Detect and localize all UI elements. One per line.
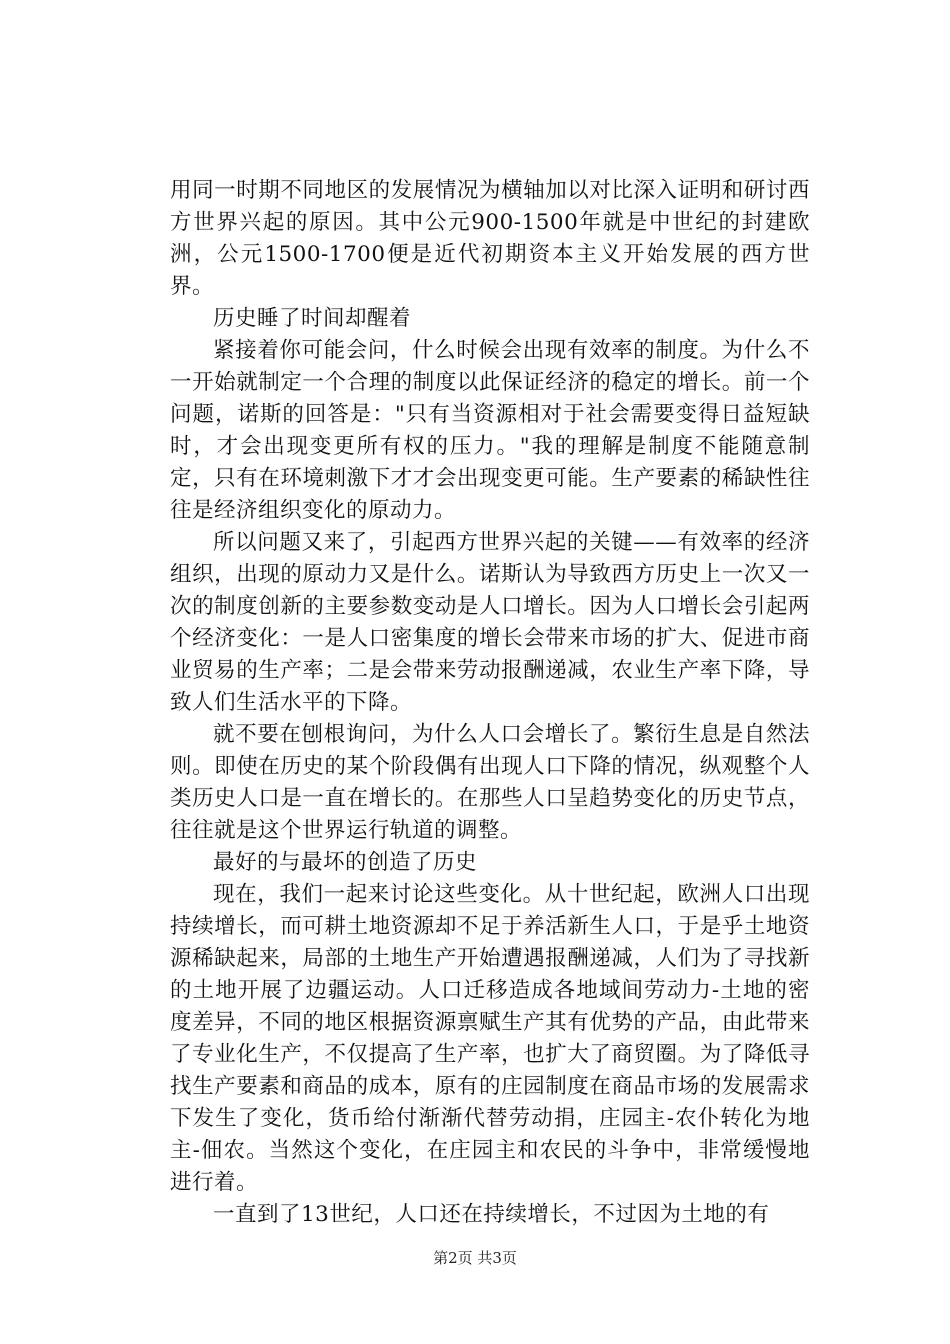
paragraph-4: 就不要在刨根询问，为什么人口会增长了。繁衍生息是自然法则。即使在历史的某个阶段偶有出现人口下降的情况，纵观整个人类历史人口是一直在增长的。在那些人口呈趋势变化的历史节点，往往就是这个世界运行轨道的调整。 (170, 722, 810, 843)
paragraph-2: 紧接着你可能会问，什么时候会出现有效率的制度。为什么不一开始就制定一个合理的制度以此保证经济的稳定的增长。前一个问题，诺斯的回答是："只有当资源相对于社会需要变得日益短缺时，才会出现变更所有权的压力。"我的理解是制度不能随意制定，只有在环境刺激下才才会出现变更可能。生产要素的稀缺性往往是经济组织变化的原动力。 (170, 338, 810, 523)
section-heading-best-and-worst: 最好的与最坏的创造了历史 (213, 850, 478, 875)
paragraph-1: 用同一时期不同地区的发展情况为横轴加以对比深入证明和研讨西方世界兴起的原因。其中公元900-1500年就是中世纪的封建欧洲，公元1500-1700便是近代初期资本主义开始发展的西方世界。 (170, 178, 810, 299)
paragraph-5: 现在，我们一起来讨论这些变化。从十世纪起，欧洲人口出现持续增长，而可耕土地资源却不足于养活新生人口，于是乎土地资源稀缺起来，局部的土地生产开始遭遇报酬递减，人们为了寻找新的土地开展了边疆运动。人口迁移造成各地域间劳动力-土地的密度差异，不同的地区根据资源禀赋生产其有优势的产品，由此带来了专业化生产，不仅提高了生产率，也扩大了商贸圈。为了降低寻找生产要素和商品的成本，原有的庄园制度在商品市场的发展需求下发生了变化，货币给付渐渐代替劳动捐，庄园主-农仆转化为地主-佃农。当然这个变化，在庄园主和农民的斗争中，非常缓慢地进行着。 (170, 882, 810, 1195)
page-number-footer: 第2页 共3页 (433, 1249, 517, 1267)
body-text (170, 175, 810, 1231)
paragraph-3: 所以问题又来了，引起西方世界兴起的关键——有效率的经济组织，出现的原动力又是什么。诺斯认为导致西方历史上一次又一次的制度创新的主要参数变动是人口增长。因为人口增长会引起两个经济变化：一是人口密集度的增长会带来市场的扩大、促进市商业贸易的生产率；二是会带来劳动报酬递减，农业生产率下降，导致人们生活水平的下降。 (170, 530, 810, 715)
paragraph-6: 一直到了13世纪，人口还在持续增长，不过因为土地的有 (213, 1202, 770, 1227)
section-heading-history-sleeps: 历史睡了时间却醒着 (213, 306, 412, 331)
